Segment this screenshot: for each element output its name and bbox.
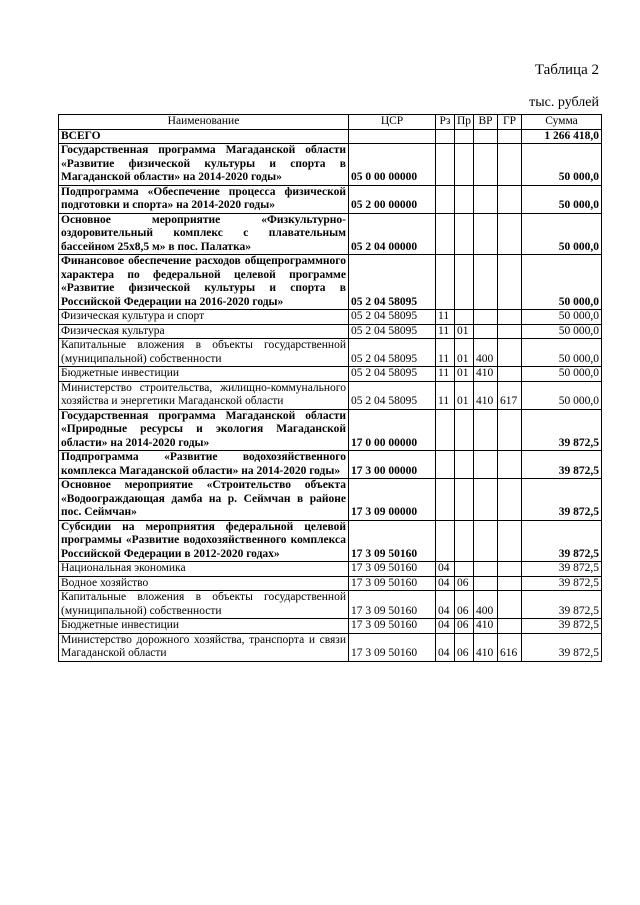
cell-rz bbox=[436, 520, 455, 562]
cell-gr bbox=[498, 310, 522, 325]
cell-gr bbox=[498, 520, 522, 562]
cell-csr: 05 2 00 00000 bbox=[349, 185, 436, 213]
table-row bbox=[59, 367, 602, 382]
table-row bbox=[59, 185, 602, 213]
cell-name: Национальная экономика bbox=[59, 562, 349, 577]
header-vr: ВР bbox=[474, 115, 498, 130]
cell-rz: 11 bbox=[436, 324, 455, 339]
table-row bbox=[59, 562, 602, 577]
cell-csr: 05 2 04 00000 bbox=[349, 213, 436, 255]
cell-pr: 06 bbox=[455, 576, 474, 591]
budget-table bbox=[58, 114, 602, 662]
cell-pr: 06 bbox=[455, 591, 474, 619]
cell-gr bbox=[498, 619, 522, 634]
cell-name: Капитальные вложения в объекты государственной (муниципальной) собственности bbox=[59, 339, 349, 367]
cell-csr: 17 3 09 00000 bbox=[349, 479, 436, 521]
cell-rz: 04 bbox=[436, 591, 455, 619]
cell-sum: 50 000,0 bbox=[522, 185, 602, 213]
cell-sum: 39 872,5 bbox=[522, 619, 602, 634]
cell-gr bbox=[498, 213, 522, 255]
cell-gr bbox=[498, 479, 522, 521]
cell-sum: 39 872,5 bbox=[522, 576, 602, 591]
cell-vr bbox=[474, 479, 498, 521]
table-row bbox=[59, 520, 602, 562]
cell-rz bbox=[436, 185, 455, 213]
cell-pr bbox=[455, 129, 474, 144]
cell-gr: 617 bbox=[498, 381, 522, 409]
table-row bbox=[59, 619, 602, 634]
cell-csr bbox=[349, 129, 436, 144]
header-sum: Сумма bbox=[522, 115, 602, 130]
cell-vr: 400 bbox=[474, 591, 498, 619]
cell-name: Капитальные вложения в объекты государственной (муниципальной) собственности bbox=[59, 591, 349, 619]
header-pr: Пр bbox=[455, 115, 474, 130]
cell-sum: 50 000,0 bbox=[522, 367, 602, 382]
cell-csr: 17 3 09 50160 bbox=[349, 562, 436, 577]
table-caption: Таблица 2 bbox=[534, 62, 599, 78]
cell-name: ВСЕГО bbox=[59, 129, 349, 144]
cell-csr: 05 2 04 58095 bbox=[349, 310, 436, 325]
cell-rz bbox=[436, 129, 455, 144]
cell-gr bbox=[498, 409, 522, 451]
cell-gr bbox=[498, 324, 522, 339]
cell-vr: 410 bbox=[474, 619, 498, 634]
cell-sum: 50 000,0 bbox=[522, 310, 602, 325]
header-gr: ГР bbox=[498, 115, 522, 130]
cell-sum: 39 872,5 bbox=[522, 633, 602, 661]
table-row bbox=[59, 213, 602, 255]
table-row bbox=[59, 339, 602, 367]
cell-name: Бюджетные инвестиции bbox=[59, 619, 349, 634]
cell-gr bbox=[498, 129, 522, 144]
cell-gr bbox=[498, 367, 522, 382]
cell-name: Субсидии на мероприятия федеральной целевой программы «Развитие водохозяйственного комплекса Российской Федерации в 2012-2020 годах» bbox=[59, 520, 349, 562]
cell-sum: 1 266 418,0 bbox=[522, 129, 602, 144]
cell-rz: 11 bbox=[436, 367, 455, 382]
cell-name: Государственная программа Магаданской области «Природные ресурсы и экология Магаданской области» на 2014-2020 годы» bbox=[59, 409, 349, 451]
cell-vr bbox=[474, 409, 498, 451]
cell-csr: 05 2 04 58095 bbox=[349, 255, 436, 310]
cell-vr bbox=[474, 255, 498, 310]
cell-vr: 410 bbox=[474, 381, 498, 409]
cell-sum: 39 872,5 bbox=[522, 562, 602, 577]
cell-vr bbox=[474, 310, 498, 325]
cell-csr: 05 2 04 58095 bbox=[349, 381, 436, 409]
cell-pr: 06 bbox=[455, 633, 474, 661]
cell-pr bbox=[455, 409, 474, 451]
table-row bbox=[59, 633, 602, 661]
cell-sum: 50 000,0 bbox=[522, 213, 602, 255]
cell-gr bbox=[498, 144, 522, 186]
cell-name: Бюджетные инвестиции bbox=[59, 367, 349, 382]
cell-vr bbox=[474, 520, 498, 562]
cell-csr: 17 3 09 50160 bbox=[349, 619, 436, 634]
cell-vr bbox=[474, 185, 498, 213]
cell-rz bbox=[436, 255, 455, 310]
cell-pr: 06 bbox=[455, 619, 474, 634]
cell-name: Финансовое обеспечение расходов общепрограммного характера по федеральной целевой программе «Развитие физической культуры и спорта в Российской Федерации на 2016-2020 годы» bbox=[59, 255, 349, 310]
cell-name: Министерство дорожного хозяйства, транспорта и связи Магаданской области bbox=[59, 633, 349, 661]
cell-sum: 50 000,0 bbox=[522, 339, 602, 367]
cell-pr bbox=[455, 144, 474, 186]
cell-gr bbox=[498, 185, 522, 213]
cell-vr bbox=[474, 451, 498, 479]
table-row bbox=[59, 129, 602, 144]
cell-vr bbox=[474, 129, 498, 144]
cell-pr: 01 bbox=[455, 367, 474, 382]
cell-sum: 39 872,5 bbox=[522, 479, 602, 521]
cell-name: Министерство строительства, жилищно-коммунального хозяйства и энергетики Магаданской области bbox=[59, 381, 349, 409]
cell-sum: 50 000,0 bbox=[522, 144, 602, 186]
table-row bbox=[59, 144, 602, 186]
cell-vr: 410 bbox=[474, 367, 498, 382]
header-csr: ЦСР bbox=[349, 115, 436, 130]
cell-rz: 11 bbox=[436, 339, 455, 367]
cell-gr bbox=[498, 451, 522, 479]
cell-vr bbox=[474, 213, 498, 255]
cell-sum: 50 000,0 bbox=[522, 381, 602, 409]
table-row bbox=[59, 479, 602, 521]
cell-pr bbox=[455, 310, 474, 325]
cell-name: Подпрограмма «Развитие водохозяйственного комплекса Магаданской области» на 2014-2020 годы» bbox=[59, 451, 349, 479]
cell-sum: 39 872,5 bbox=[522, 451, 602, 479]
table-row bbox=[59, 381, 602, 409]
cell-pr: 01 bbox=[455, 324, 474, 339]
cell-csr: 17 3 09 50160 bbox=[349, 576, 436, 591]
cell-gr bbox=[498, 339, 522, 367]
cell-rz: 04 bbox=[436, 576, 455, 591]
cell-sum: 39 872,5 bbox=[522, 409, 602, 451]
cell-csr: 05 2 04 58095 bbox=[349, 367, 436, 382]
table-header-row bbox=[59, 115, 602, 130]
cell-rz bbox=[436, 409, 455, 451]
cell-csr: 17 3 09 50160 bbox=[349, 633, 436, 661]
cell-pr: 01 bbox=[455, 381, 474, 409]
cell-pr bbox=[455, 479, 474, 521]
cell-name: Физическая культура и спорт bbox=[59, 310, 349, 325]
cell-vr bbox=[474, 562, 498, 577]
units-label: тыс. рублей bbox=[529, 95, 599, 110]
cell-csr: 17 3 09 50160 bbox=[349, 520, 436, 562]
cell-vr bbox=[474, 324, 498, 339]
cell-vr bbox=[474, 576, 498, 591]
cell-name: Подпрограмма «Обеспечение процесса физической подготовки и спорта» на 2014-2020 годы» bbox=[59, 185, 349, 213]
cell-name: Физическая культура bbox=[59, 324, 349, 339]
cell-rz bbox=[436, 213, 455, 255]
cell-pr: 01 bbox=[455, 339, 474, 367]
cell-csr: 05 0 00 00000 bbox=[349, 144, 436, 186]
table-row bbox=[59, 324, 602, 339]
cell-vr: 400 bbox=[474, 339, 498, 367]
cell-gr bbox=[498, 591, 522, 619]
table-row bbox=[59, 255, 602, 310]
cell-rz: 04 bbox=[436, 562, 455, 577]
table-row bbox=[59, 451, 602, 479]
cell-rz bbox=[436, 451, 455, 479]
cell-csr: 17 0 00 00000 bbox=[349, 409, 436, 451]
cell-gr bbox=[498, 562, 522, 577]
cell-name: Водное хозяйство bbox=[59, 576, 349, 591]
header-rz: Рз bbox=[436, 115, 455, 130]
table-body bbox=[59, 129, 602, 661]
cell-sum: 50 000,0 bbox=[522, 324, 602, 339]
cell-rz: 04 bbox=[436, 619, 455, 634]
cell-rz bbox=[436, 144, 455, 186]
header-name: Наименование bbox=[59, 115, 349, 130]
cell-gr bbox=[498, 576, 522, 591]
cell-csr: 17 3 09 50160 bbox=[349, 591, 436, 619]
cell-gr bbox=[498, 255, 522, 310]
cell-pr bbox=[455, 562, 474, 577]
cell-name: Государственная программа Магаданской области «Развитие физической культуры и спорта в Магаданской области» на 2014-2020 годы» bbox=[59, 144, 349, 186]
cell-sum: 39 872,5 bbox=[522, 520, 602, 562]
cell-name: Основное мероприятие «Физкультурно-оздоровительный комплекс с плавательным бассейном 25х8,5 м» в пос. Палатка» bbox=[59, 213, 349, 255]
table-row bbox=[59, 591, 602, 619]
cell-gr: 616 bbox=[498, 633, 522, 661]
cell-pr bbox=[455, 255, 474, 310]
cell-sum: 50 000,0 bbox=[522, 255, 602, 310]
table-row bbox=[59, 310, 602, 325]
cell-csr: 05 2 04 58095 bbox=[349, 324, 436, 339]
cell-pr bbox=[455, 185, 474, 213]
cell-csr: 05 2 04 58095 bbox=[349, 339, 436, 367]
cell-csr: 17 3 00 00000 bbox=[349, 451, 436, 479]
cell-sum: 39 872,5 bbox=[522, 591, 602, 619]
cell-vr: 410 bbox=[474, 633, 498, 661]
cell-pr bbox=[455, 520, 474, 562]
cell-rz bbox=[436, 479, 455, 521]
cell-rz: 11 bbox=[436, 310, 455, 325]
cell-name: Основное мероприятие «Строительство объекта «Водоограждающая дамба на р. Сеймчан в районе пос. Сеймчан» bbox=[59, 479, 349, 521]
cell-pr bbox=[455, 451, 474, 479]
cell-pr bbox=[455, 213, 474, 255]
cell-vr bbox=[474, 144, 498, 186]
cell-rz: 04 bbox=[436, 633, 455, 661]
table-row bbox=[59, 409, 602, 451]
table-row bbox=[59, 576, 602, 591]
cell-rz: 11 bbox=[436, 381, 455, 409]
